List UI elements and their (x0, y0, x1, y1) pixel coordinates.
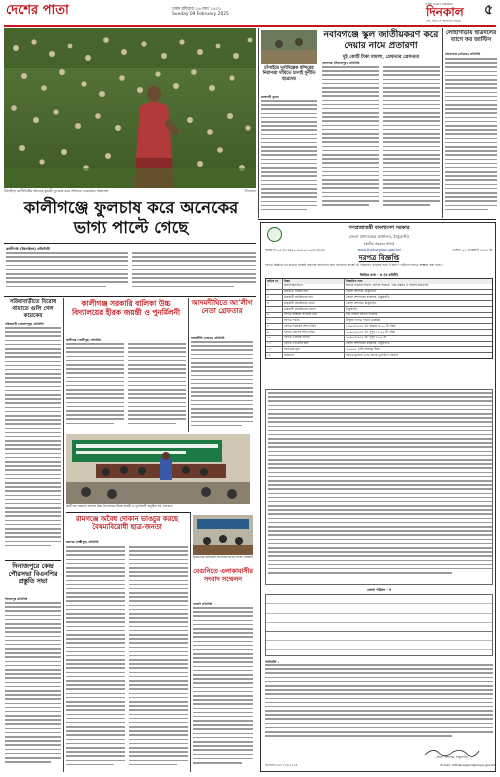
tender-title: দরপত্র বিজ্ঞপ্তি (358, 253, 400, 262)
table-cell: ৭ (267, 318, 269, 323)
ramganj-body-b (129, 546, 188, 772)
table-row (266, 300, 492, 306)
col3-byline: নবাবগঞ্জ (দিনাজপুর) প্রতিনিধি (322, 61, 360, 65)
left-col-body (5, 327, 61, 557)
brand-logo: দিনকাল (426, 5, 464, 19)
tender-table-title: ভিত্তিক তথ্য - ক (ক কমিটি) (359, 273, 399, 277)
table-cell: জেলা প্রশাসক, ঠাকুরগাঁও (344, 301, 492, 306)
table-cell: ৫ (267, 306, 269, 311)
table-cell: দরপত্র পদ্ধতি (282, 318, 344, 323)
table-cell: ৪ (267, 301, 269, 305)
main-body-col1 (6, 252, 128, 292)
sub-table (265, 594, 493, 656)
tender-details (265, 389, 493, 585)
leader-headline: আদমদীঘিতে আ’লীগ নেতা গ্রেফতার (191, 298, 253, 316)
flower-field-photo (4, 28, 256, 188)
signature-mark (421, 743, 481, 755)
table-row (266, 352, 492, 358)
tender-notice (260, 222, 496, 772)
brand-slogan: দেশ, জাতি ও জনগণের পত্রিকা (426, 19, 461, 23)
main-caption-credit: -দিনকাল (244, 189, 256, 193)
tender-table (265, 278, 493, 359)
beguni-byline: বেগুনি প্রতিনিধি (193, 602, 213, 606)
table-cell: মন্ত্রণালয়/বিভাগ (282, 284, 344, 289)
table-header-cell: বিস্তারিত তথ্য (344, 279, 492, 284)
tender-website[interactable]: www.thakurgaon.gov.bd (357, 248, 401, 252)
col2-divider (258, 28, 259, 218)
main-caption-text: ঝিনাইদহ কালীগঞ্জের আলেক কুমারী ফুলচাষ করে সংসারে ফেরাচ্ছেন সচ্ছলতা (4, 189, 109, 193)
main-photo-caption (4, 189, 256, 193)
table-row (266, 323, 492, 329)
table-cell: দরপত্র আহ্বান সংক্রান্ত তথ্য (282, 313, 344, 318)
table-cell: স্থানীয় সরকার বিভাগ, স্থানীয় সরকার, পল্লী উন্নয়ন ও সমবায় মন্ত্রণালয় (344, 284, 492, 289)
table-cell: দরপত্র খোলার তারিখ (282, 336, 344, 341)
beguni-headline: বেগুনিতে এলাকাবাসীর সংবাদ সম্মেলন (193, 567, 253, 583)
gov-seal (267, 227, 282, 242)
table-cell: দরপত্র দাখিলের স্থান (282, 342, 344, 347)
main-headline-rule (4, 243, 256, 244)
table-cell: দরপত্র বিক্রয়ের শেষ তারিখ (282, 324, 344, 329)
masthead-rule (4, 25, 496, 27)
sub-table-title: জেলা পরিষদ - খ (367, 588, 391, 592)
left-sub-byline: দিনাজপুর প্রতিনিধি (5, 597, 28, 601)
contact-email[interactable]: E-mail: dcthakurgaon@mopa.gov.bd (440, 763, 495, 767)
table-cell: ক্রয়কারী প্রতিষ্ঠানের নাম (282, 295, 344, 300)
table-cell: জামানত (282, 353, 344, 358)
table-cell: দরপত্রের মূল্য (282, 347, 344, 352)
left-col-headline: সরিষাবাড়ীতে বিরোধ থামাতে গুলি গেল কয়েকের (9, 299, 57, 319)
table-row (266, 312, 492, 318)
ramganj-body-a (66, 546, 125, 772)
table-cell: ১২ (267, 347, 271, 351)
section-title: দেশের পাতা (6, 3, 69, 18)
col4-divider (442, 28, 443, 218)
ramganj-rule (66, 512, 190, 513)
table-cell: হাট-বাজার ইজারা সংক্রান্ত (344, 313, 492, 318)
tender-office-sub: (স্থানীয় সরকার শাখা) (363, 242, 395, 246)
left-sub-headline: দিনাজপুরে কেন্দ্র পৌরসভা বিএনপির প্রস্তুতি সভা (8, 562, 58, 586)
col2-byline: রাজশাহী ব্যুরো (261, 95, 279, 99)
tender-details-text (268, 392, 492, 582)
table-cell: ক্রয়কারী সংস্থার নাম (282, 290, 344, 295)
table-row (266, 335, 492, 341)
table-cell: ৮ (267, 324, 269, 328)
table-cell: দরপত্র মূল্যের ৩০% ব্যাংক ড্রাফট/পে-অর্ডার (344, 353, 492, 358)
table-cell: জেলা প্রশাসক, ঠাকুরগাঁও (344, 290, 492, 295)
main-body-col2 (132, 252, 256, 292)
table-header-cell: ক্রমিক নং (267, 279, 279, 283)
lower-band-rule (4, 296, 256, 297)
memo-no: স্মারক নং-০৫.৪২.৯৪০০.০০৯.০১.০৫৬.২৪-৪৯ (265, 248, 325, 252)
table-cell: উন্মুক্ত দরপত্র পদ্ধতি (OTM) (344, 318, 492, 323)
table-row (266, 289, 492, 295)
table-row (266, 317, 492, 323)
table-cell: ৬ (267, 312, 269, 317)
table-cell: ৫,০০০/- (পাঁচ হাজার) টাকা (344, 347, 492, 352)
col3-headline: নবাবগঞ্জে স্কুল জাতীয়করণ করে দেয়ার নামে প্রতারণা (323, 30, 439, 51)
tender-intro: দরপত্র বিজ্ঞপ্তি এর মাধ্যমে সংশ্লিষ্ট সকলের অবগতির জন্য জানানো যাচ্ছে যে, নিম্নবর্ণিত কাজের জন্য ই-জিপি পোর্টালে দরপত্র আহ্বান করা হলো। (265, 263, 443, 267)
table-row (266, 284, 492, 289)
left-col-byline: সরিষাবাড়ী (জামালপুর) প্রতিনিধি (5, 322, 44, 326)
col3-body-b (383, 66, 440, 216)
school-headline: কালীগঞ্জ সরকারি বালিকা উচ্চ বিদ্যালয়ের হীরক জয়ন্তী ও পুনর্মিলনী (71, 299, 181, 317)
page-number: ৫ (484, 2, 494, 18)
tender-conditions (265, 664, 493, 742)
table-cell: দরপত্র গ্রহণের শেষ তারিখ (282, 330, 344, 335)
ad-code: ডিএফপি-৩২৮ (১/৮) ২২৪ (265, 763, 298, 767)
col4-body (445, 58, 497, 216)
school-event-photo (66, 434, 250, 504)
school-body-b (128, 343, 186, 431)
leader-byline: আদমদীঘি (বগুড়া) প্রতিনিধি (191, 336, 225, 340)
col4-byline: লোহাগাড়া (চট্টগ্রাম) প্রতিনিধি (445, 52, 481, 56)
date-bn: ঢাকা রবিবার ২৬ মাঘ ১৪৩১ (172, 7, 222, 12)
col4-headline: লোহাগাড়ায় ছাত্রদলের ব্যাগে ফর জাস্টিস (445, 30, 497, 43)
table-cell: ২০/০২/২০২৫ খ্রি. দুপুর ২:০০ টা (344, 336, 492, 341)
left-sub-body (5, 602, 61, 772)
col3-subhead: দুই কোটি টাকা মামলা, গ্রেফতার গ্রেফতার (342, 55, 420, 60)
beguni-divider (190, 512, 191, 772)
school-body-a (66, 343, 124, 431)
col2-photo (261, 30, 317, 64)
col3-body-a (322, 66, 379, 216)
memo-date: তারিখ: ০৫ ফেব্রুয়ারি ২০২৫ খ্রি. (452, 248, 493, 252)
main-headline: কালীগঞ্জে ফুলচাষ করে অনেকের ভাগ্য পাল্টে গেছে (23, 198, 239, 237)
col2-body (261, 100, 317, 216)
gov-line: গণপ্রজাতন্ত্রী বাংলাদেশ সরকার (348, 225, 410, 231)
table-header-cell: বিষয় (282, 279, 344, 284)
table-cell: ১৯/০২/২০২৫ খ্রি. বিকাল ৪:০০ টা পর্যন্ত (344, 324, 492, 329)
ramganj-headline: রামগঞ্জে অবৈধ দোকান ভাঙচুর করছে বৈষম্যবিরোধী ছাত্র-জনতা (75, 515, 179, 532)
table-cell: ১৩ (267, 353, 271, 357)
table-cell: ক্রয়কারী প্রতিষ্ঠানের কোড (282, 301, 344, 306)
mid-divider (188, 298, 189, 432)
table-cell: জেলা প্রশাসকের কার্যালয়, ঠাকুরগাঁও (344, 342, 492, 347)
table-row (266, 346, 492, 352)
beguni-body (193, 607, 253, 772)
beguni-caption: সুনামগঞ্জে মেডিকেল কলেজের স্থাপনে সংবাদ সম্মেলন (193, 555, 253, 559)
table-cell: ২ (267, 289, 269, 294)
left-col-split (5, 560, 61, 561)
ramganj-byline: রামগঞ্জ (লক্ষ্মীপুর) প্রতিনিধি (66, 540, 99, 544)
date-en: Sunday 09 February 2025 (172, 12, 229, 17)
signer: জেলা প্রশাসক, ঠাকুরগাঁও (436, 755, 468, 759)
table-cell: ৩ (267, 295, 269, 299)
table-cell: জেলা প্রশাসকের কার্যালয়, ঠাকুরগাঁও (344, 295, 492, 300)
col2-headline: চাঁপাইয়ে দুর্গাদিল্লেক মন্দিরের নিরাপত্তা দাবিতে চাপাই দুর্নীতি ছাত্রদের (262, 66, 316, 82)
school-byline: কালীগঞ্জ (গাজীপুর) প্রতিনিধি (66, 338, 101, 342)
beguni-photo (193, 515, 253, 555)
table-cell: ১১ (267, 341, 271, 346)
table-row (266, 341, 492, 347)
notes-title: শর্তাবলি : (265, 660, 280, 664)
table-cell: ১০ (267, 335, 271, 340)
main-byline: কালীগঞ্জ (ঝিনাইদহ) প্রতিনিধি (6, 247, 50, 251)
table-cell: ১ (267, 283, 269, 288)
brand-tag: THE DAILY DINKAL (426, 2, 454, 6)
leader-body (191, 341, 253, 431)
table-row (266, 329, 492, 335)
table-row (266, 306, 492, 312)
table-cell: ক্রয়কারী প্রতিষ্ঠানের জেলা (282, 307, 344, 312)
tender-office: জেলা প্রশাসকের কার্যালয়, ঠাকুরগাঁও (348, 234, 410, 239)
table-cell: ৯ (267, 330, 269, 334)
top-band-rule (258, 219, 496, 220)
table-cell: ২০/০২/২০২৫ খ্রি. দুপুর ১২:০০ টা পর্যন্ত (344, 330, 492, 335)
left-col-divider (63, 298, 64, 772)
school-caption: কালীগঞ্জ সরকারি বালিকা উচ্চ বিদ্যালয়ের হীরক জয়ন্তী ও পুনর্মিলনী অনুষ্ঠিত হয় -দিনকাল (66, 504, 173, 508)
table-cell: ঠাকুরগাঁও (344, 307, 492, 312)
table-row (266, 294, 492, 300)
masthead (0, 0, 500, 24)
